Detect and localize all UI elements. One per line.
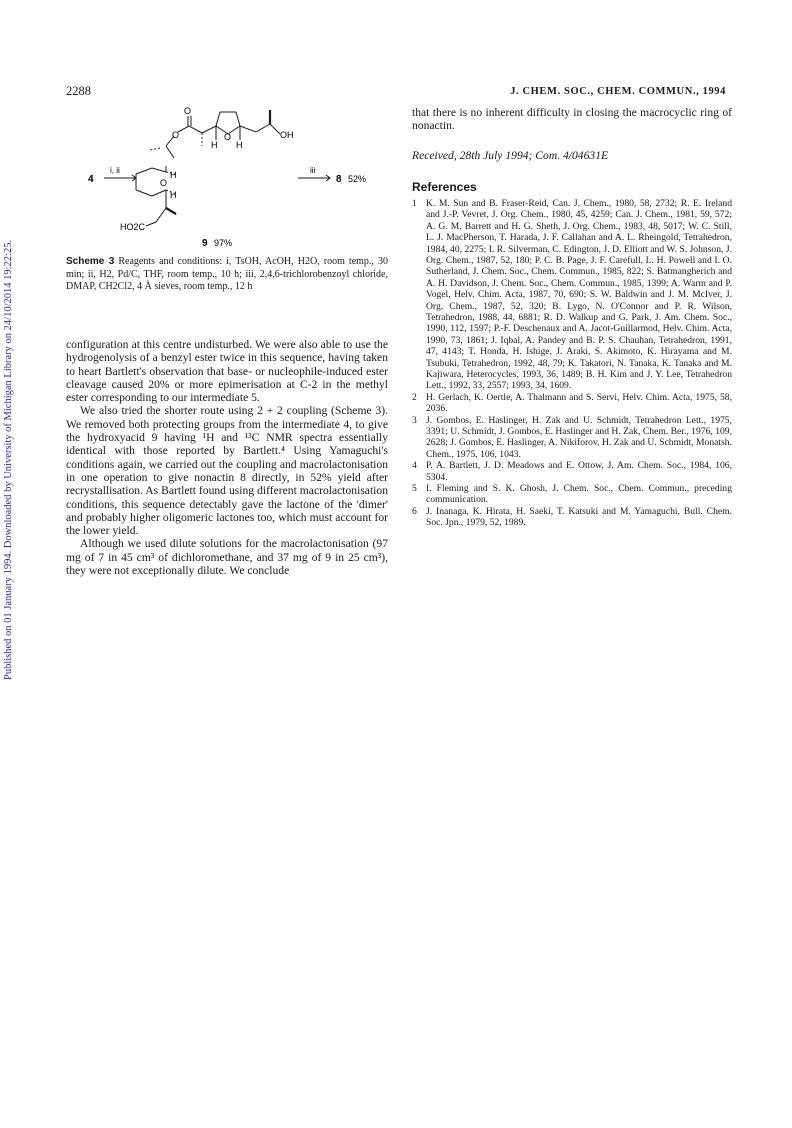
reference-text: J. Inanaga, K. Hirata, H. Saeki, T. Katsuki and M. Yamaguchi, Bull. Chem. Soc. Jpn., 1979, 52, 1989. — [426, 505, 732, 529]
reference-number: 6 — [412, 505, 417, 517]
scheme-compound-9: 9 — [202, 238, 208, 249]
reference-text: H. Gerlach, K. Oertle, A. Thalmann and S. Servi, Helv. Chim. Acta, 1975, 58, 2036. — [426, 391, 732, 415]
left-column-body — [66, 338, 388, 577]
reference-text: I. Fleming and S. K. Ghosh, J. Chem. Soc., Chem. Commun., preceding communication. — [426, 483, 732, 506]
scheme-atom-h-top-2: H — [236, 140, 243, 150]
scheme-step-2-reagents: iii — [310, 166, 316, 175]
scheme-atom-h-bottom-1: H — [170, 170, 177, 180]
reference-number: 5 — [412, 483, 417, 495]
reference-number: 1 — [412, 197, 417, 209]
scheme-atom-ring-o-bottom: O — [160, 178, 168, 188]
scheme-compound-8: 8 — [336, 174, 342, 185]
reference-item — [412, 198, 732, 392]
scheme-atom-h-bottom-2: H — [170, 190, 177, 200]
received-date: Received, 28th July 1994; Com. 4/04631E — [412, 148, 609, 162]
reference-item — [412, 415, 732, 461]
right-column — [412, 106, 732, 529]
caption-text: Reagents and conditions: i, TsOH, AcOH, H2O, room temp., 30 min; ii, H2, Pd/C, THF, room temp., 10 h; iii, 2,4,6-trichlorobenzoyl chloride, DMAP, CH2Cl2, 4 Å sieves, room temp., 12 h — [66, 256, 388, 292]
reaction-scheme — [80, 102, 380, 250]
reference-item — [412, 460, 732, 483]
paragraph: that there is no inherent difficulty in closing the macrocyclic ring of nonactin. — [412, 106, 732, 133]
journal-header: J. CHEM. SOC., CHEM. COMMUN., 1994 — [510, 86, 726, 97]
scheme-atom-carbonyl-o: O — [184, 106, 192, 116]
reference-text: P. A. Bartlett, J. D. Meadows and E. Ottow, J. Am. Chem. Soc., 1984, 106, 5304. — [426, 460, 732, 483]
scheme-atom-ester-o: O — [172, 130, 180, 140]
scheme-atom-ho2c: HO2C — [120, 222, 146, 232]
paragraph: configuration at this centre undisturbed. We were also able to use the hydrogenolysis of a benzyl ester twice in this sequence, having taken to heart Bartlett's observation that base- or nucleophile-induced ester cleavage caused 20% or more epimerisation at C-2 in the methyl ester corresponding to our intermediate 5. — [66, 338, 388, 405]
reference-item — [412, 506, 732, 529]
scheme-yield-8: 52% — [348, 174, 367, 184]
scheme-atom-ring-o-top: O — [224, 132, 232, 142]
page-number: 2288 — [66, 84, 91, 98]
scheme-yield-9: 97% — [214, 238, 233, 248]
paragraph: Although we used dilute solutions for the macrolactonisation (97 mg of 7 in 45 cm³ of dichloromethane, and 37 mg of 9 in 25 cm³), they were not exceptionally dilute. We conclude — [66, 537, 388, 578]
scheme-compound-4: 4 — [88, 174, 94, 185]
reference-number: 3 — [412, 414, 417, 426]
scheme-caption — [66, 256, 388, 294]
scheme-structure-drawing — [80, 102, 380, 250]
reference-text: J. Gombos, E. Haslinger, H. Zak and U. Schmidt, Tetrahedron Lett., 1975, 3391; U. Schmidt, J. Gombos, E. Haslinger and H. Zak, Chem. Ber., 1976, 109, 2628; J. Gombos, E. Haslinger, A. Nikiforov, H. Zak and U. Schmidt, Monatsh. Chem., 1975, 106, 1043. — [426, 414, 732, 460]
scheme-step-1-reagents: i, ii — [110, 166, 120, 175]
caption-lead: Scheme 3 — [66, 256, 115, 267]
reference-item — [412, 392, 732, 415]
paragraph: We also tried the shorter route using 2 + 2 coupling (Scheme 3). We removed both protecting groups from the intermediate 4, to give the hydroxyacid 9 having ¹H and ¹³C NMR spectra essentially identical with those reported by Bartlett.⁴ Using Yamaguchi's conditions again, we carried out the coupling and macrolactonisation in one operation to give nonactin 8 directly, in 52% yield after recrystallisation. As Bartlett found using different macrolactonisation conditions, this sequence detectably gave the lactone of the 'dimer' and probably higher oligomeric lactones too, which must account for the lower yield. — [66, 404, 388, 538]
reference-list — [412, 198, 732, 529]
reference-number: 2 — [412, 391, 417, 403]
download-watermark: Published on 01 January 1994. Downloaded by University of Michigan Library on 24/10/2014 19:22:25. — [3, 239, 14, 681]
reference-number: 4 — [412, 460, 417, 472]
scheme-atom-oh: OH — [280, 130, 294, 140]
references-heading: References — [412, 179, 477, 194]
reference-text: K. M. Sun and B. Fraser-Reid, Can. J. Chem., 1980, 58, 2732; R. E. Ireland and J.-P. Vevret, J. Org. Chem., 1980, 45, 4259; Can. J. Chem., 1981, 59, 572; A. G. M. Barrett and H. G. Sheth, J. Org. Chem., 1983, 48, 5017; W. C. Still, L. J. MacPherson, T. Harada, J. F. Callahan and A. L. Rheingold, Tetrahedron, 1984, 40, 2275; I. R. Silverman, C. Edington, J. D. Elliott and W. S. Johnson, J. Org. Chem., 1987, 52, 180; P. C. B. Page, J. F. Carefull, L. H. Powell and I. O. Sutherland, J. Chem. Soc., Chem. Commun., 1985, 822; S. Batmangherich and A. H. Davidson, J. Chem. Soc., Chem. Commun., 1985, 1399; A. Warm and P. Vogel, Helv. Chim. Acta, 1987, 70, 690; S. W. Baldwin and J. M. McIver, J. Org. Chem., 1987, 52, 320; B. Lygo, N. O'Connor and P. R. Wilson, Tetrahedron, 1988, 44, 6881; R. D. Walkup and G. Park, J. Am. Chem. Soc., 1990, 112, 1597; P.-F. Deschenaux and A. Jacot-Guillarmod, Helv. Chim. Acta, 1990, 73, 1861; J. Iqbal, A. Pandey and B. P. S. Chauhan, Tetrahedron, 1991, 47, 4143; T. Honda, H. Ishige, J. Araki, S. Akimoto, K. Hirayama and M. Tsubuki, Tetrahedron, 1992, 48, 79; K. Takatori, N. Tanaka, K. Tanaka and M. Kajiwara, Heterocycles, 1993, 36, 1489; B. H. Kim and J. Y. Lee, Tetrahedron Lett., 1992, 33, 2557; 1993, 34, 1609. — [426, 197, 732, 392]
reference-item — [412, 483, 732, 506]
scheme-atom-h-top-1: H — [211, 140, 218, 150]
